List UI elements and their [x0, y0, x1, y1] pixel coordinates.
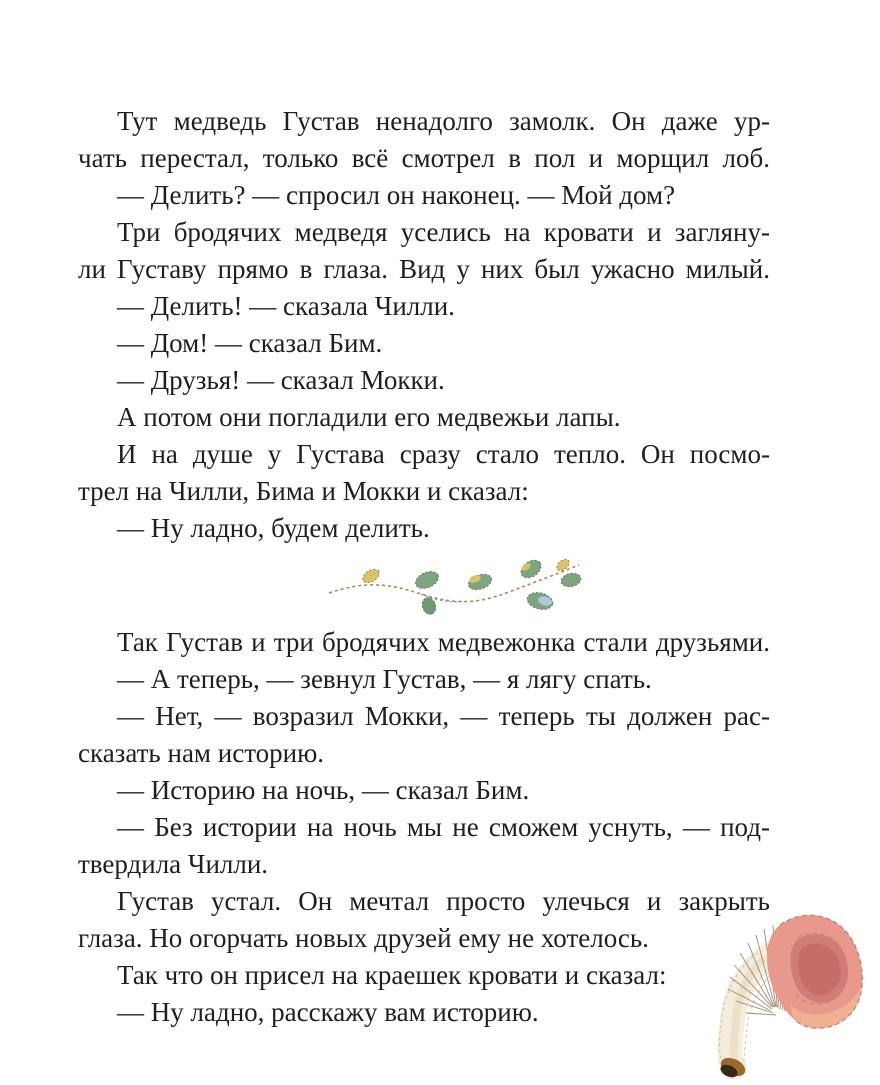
mushroom-svg — [700, 907, 865, 1083]
text-line: трел на Чилли, Бима и Мокки и сказал: — [78, 476, 529, 506]
text-line: И на душе у Густава сразу стало тепло. Он посмо- — [117, 439, 770, 469]
text-line: А потом они погладили его медвежьи лапы. — [117, 402, 621, 432]
text-line: ли Густаву прямо в глаза. Вид у них был ужасно милый. — [78, 254, 770, 284]
leaf — [560, 572, 582, 589]
leaf — [420, 596, 438, 616]
text-line: — Ну ладно, будем делить. — [117, 513, 430, 543]
leaf — [360, 567, 381, 586]
text-line: глаза. Но огорчать новых друзей ему не хотелось. — [78, 923, 649, 953]
text-line: — Дом! — сказал Бим. — [117, 328, 383, 358]
leaf — [555, 557, 572, 573]
mushroom-illustration — [700, 907, 865, 1083]
text-line: сказать нам историю. — [78, 738, 325, 768]
text-line: — Делить? — спросил он наконец. — Мой дом? — [117, 180, 676, 210]
text-line: — Делить! — сказала Чилли. — [117, 291, 455, 321]
text-line: чать перестал, только всё смотрел в пол и морщил лоб. — [78, 143, 770, 173]
branch-leaves-illustration — [325, 553, 583, 619]
story-text-column — [78, 103, 770, 1031]
text-line: — Нет, — возразил Мокки, — теперь ты должен рас- — [117, 701, 770, 731]
text-line: Густав устал. Он мечтал просто улечься и закрыть — [117, 886, 770, 916]
text-line: — Историю на ночь, — сказал Бим. — [117, 775, 530, 805]
text-line: Так Густав и три бродячих медвежонка стали друзьями. — [117, 627, 770, 657]
section-separator — [78, 547, 770, 624]
text-line: твердила Чилли. — [78, 849, 269, 879]
text-line: Так что он присел на краешек кровати и сказал: — [117, 960, 667, 990]
text-line: — Без истории на ночь мы не сможем уснуть, — под- — [117, 812, 770, 842]
text-line: Тут медведь Густав ненадолго замолк. Он даже ур- — [117, 106, 770, 136]
leaf — [413, 568, 441, 591]
branch-leaves-svg — [325, 553, 583, 619]
text-line: Три бродячих медведя уселись на кровати и загляну- — [117, 217, 770, 247]
text-line: — Друзья! — сказал Мокки. — [117, 365, 445, 395]
text-line: — Ну ладно, расскажу вам историю. — [117, 997, 539, 1027]
text-line: — А теперь, — зевнул Густав, — я лягу спать. — [117, 664, 652, 694]
